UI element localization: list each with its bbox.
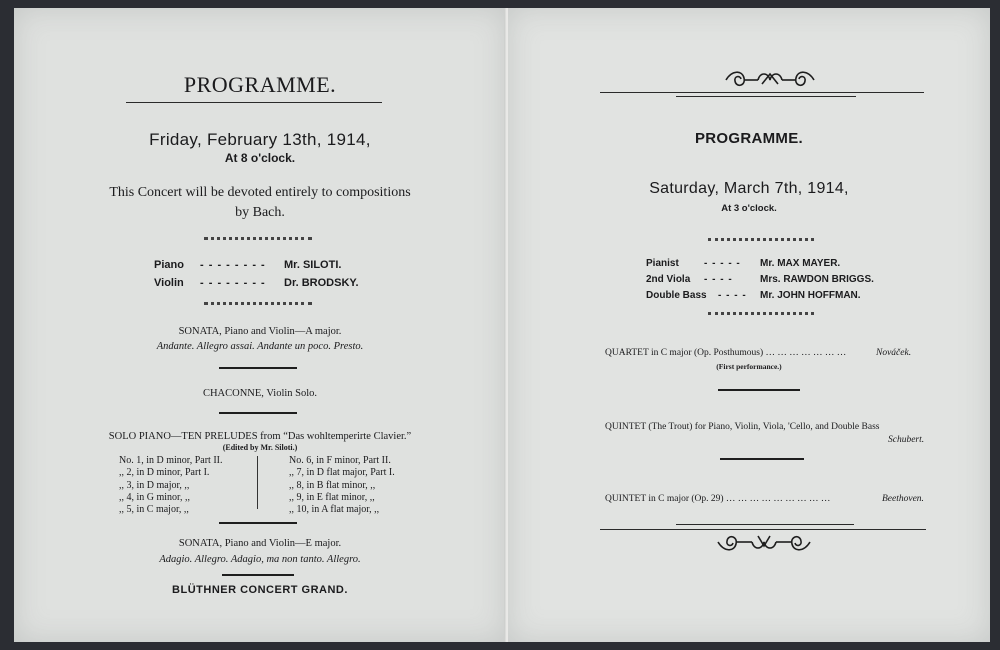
right-concert-date: Saturday, March 7th, 1914, [649, 180, 849, 197]
section-divider [219, 522, 297, 524]
list-item: ,, 9, in E flat minor, ,, [289, 491, 375, 503]
left-concert-time: At 8 o'clock. [224, 151, 296, 165]
list-item: ,, 5, in C major, ,, [119, 504, 189, 516]
top-rule-short [676, 96, 856, 97]
ornamental-divider [204, 237, 312, 240]
quartet-composer: Nováček. [876, 348, 912, 358]
performer-name: Mr. JOHN HOFFMAN. [760, 290, 861, 301]
column-separator [257, 456, 258, 509]
beethoven-quintet-composer: Beethoven. [882, 494, 924, 504]
performer-role: Violin [154, 277, 184, 289]
top-rule [600, 92, 924, 93]
right-concert-time: At 3 o'clock. [721, 203, 777, 214]
list-item: No. 1, in D minor, Part II. [119, 455, 223, 466]
beethoven-quintet-title: QUINTET in C major (Op. 29) … … … … … … … … … [605, 494, 831, 504]
performer-role: Piano [154, 259, 184, 271]
piano-maker-footer: BLÜTHNER CONCERT GRAND. [172, 584, 348, 596]
list-item: ,, 7, in D flat major, Part I. [289, 467, 395, 479]
list-item: ,, 2, in D minor, Part I. [119, 467, 210, 479]
performer-name: Mr. MAX MAYER. [760, 258, 841, 269]
performer-name: Mr. SILOTI. [284, 259, 342, 271]
list-item: ,, 8, in B flat minor, ,, [289, 479, 376, 491]
sonata-a-major-movements: Andante. Allegro assai. Andante un poco. Presto. [156, 341, 364, 352]
section-divider [720, 458, 804, 460]
section-divider [219, 412, 297, 414]
leader-dots: - - - - [718, 290, 747, 301]
leader-dots: - - - - - [704, 258, 741, 269]
leader-dots: - - - - - - - - [200, 259, 266, 271]
sonata-e-major-movements: Adagio. Allegro. Adagio, ma non tanto. Allegro. [159, 554, 361, 565]
preludes-left-list [119, 455, 222, 516]
performer-row [646, 274, 874, 285]
performer-row [646, 290, 861, 301]
bottom-scroll-ornament [714, 530, 814, 556]
left-programme-title: PROGRAMME. [183, 72, 337, 97]
sonata-e-major-title: SONATA, Piano and Violin—E major. [178, 538, 342, 549]
left-concert-date: Friday, February 13th, 1914, [149, 130, 371, 149]
leader-dots: - - - - [704, 274, 733, 285]
performer-role: Pianist [646, 258, 679, 269]
ornamental-divider [204, 302, 312, 305]
performer-name: Dr. BRODSKY. [284, 277, 359, 289]
section-divider [718, 389, 800, 391]
solo-piano-editor-note: (Edited by Mr. Siloti.) [222, 443, 298, 452]
section-divider [222, 574, 294, 576]
left-page [14, 8, 506, 642]
top-scroll-ornament [722, 66, 818, 92]
bottom-rule-short [676, 524, 854, 525]
right-page [508, 8, 990, 642]
quartet-title: QUARTET in C major (Op. Posthumous) … … … … … … … [605, 348, 847, 358]
section-divider [219, 367, 297, 369]
leader-dots: - - - - - - - - [200, 277, 266, 289]
performer-row [646, 258, 840, 269]
solo-piano-title: SOLO PIANO—TEN PRELUDES from “Das wohltemperirte Clavier.” [108, 431, 412, 442]
performer-role: 2nd Viola [646, 274, 691, 285]
performer-role: Double Bass [646, 290, 707, 301]
list-item: ,, 3, in D major, ,, [119, 479, 190, 491]
concert-description-line2: by Bach. [235, 205, 285, 220]
preludes-right-list [289, 455, 395, 516]
performer-name: Mrs. RAWDON BRIGGS. [760, 274, 874, 285]
chaconne-title: CHACONNE, Violin Solo. [202, 388, 318, 399]
trout-quintet-composer: Schubert. [888, 435, 925, 445]
first-performance-note: (First performance.) [716, 362, 782, 371]
list-item: ,, 4, in G minor, ,, [119, 491, 190, 503]
right-programme-title: PROGRAMME. [695, 130, 803, 147]
ornamental-divider [708, 238, 814, 241]
sonata-a-major-title: SONATA, Piano and Violin—A major. [178, 326, 342, 337]
ornamental-divider [708, 312, 814, 315]
title-underline [126, 102, 382, 103]
performer-row [154, 259, 341, 271]
list-item: ,, 10, in A flat major, ,, [289, 504, 380, 516]
list-item: No. 6, in F minor, Part II. [289, 455, 391, 466]
concert-description-line1: This Concert will be devoted entirely to compositions [109, 185, 411, 200]
performer-row [154, 277, 359, 289]
trout-quintet-title: QUINTET (The Trout) for Piano, Violin, Viola, 'Cello, and Double Bass [605, 422, 880, 432]
